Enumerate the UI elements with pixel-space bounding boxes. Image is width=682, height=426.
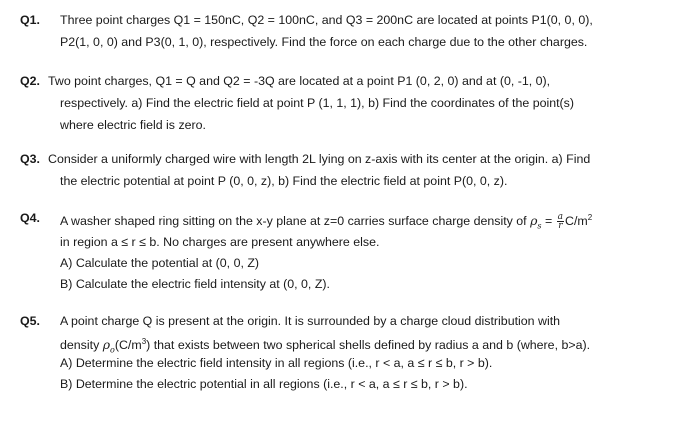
- question-text: the electric potential at point P (0, 0, z), b) Find the electric field at point P(0, 0, z).: [60, 174, 508, 188]
- question-text: in region a ≤ r ≤ b. No charges are present anywhere else.: [60, 235, 380, 249]
- question-subpart-a: A) Determine the electric field intensity in all regions (i.e., r < a, a ≤ r ≤ b, r > b).: [60, 356, 493, 370]
- question-subpart-b: B) Determine the electric potential in all regions (i.e., r < a, a ≤ r ≤ b, r > b).: [60, 377, 468, 391]
- question-text: P2(1, 0, 0) and P3(0, 1, 0), respectively. Find the force on each charge due to the other charges.: [60, 35, 588, 49]
- rho-symbol: $\rho_o$: [102, 337, 115, 355]
- question-text: A washer shaped ring sitting on the x-y plane at z=0 carries surface charge density of $\rho_s$ = $\frac{a}{r}$ $C/m^2$: [60, 212, 593, 232]
- question-number: Q2.: [20, 74, 40, 88]
- question-subpart-a: A) Calculate the potential at (0, 0, Z): [60, 256, 260, 270]
- question-text: respectively. a) Find the electric field at point P (1, 1, 1), b) Find the coordinates of the point(s): [60, 96, 575, 110]
- question-text: Consider a uniformly charged wire with length 2L lying on z-axis with its center at the origin. a) Find: [48, 152, 591, 166]
- question-text: Three point charges Q1 = 150nC, Q2 = 100nC, and Q3 = 200nC are located at points P1(0, 0, 0),: [60, 13, 593, 27]
- rho-symbol: $\rho_s$: [530, 213, 542, 231]
- question-text: A point charge Q is present at the origin. It is surrounded by a charge cloud distribution with: [60, 314, 561, 328]
- question-text: density $\rho_o(C/m^3)$ that exists between two spherical shells defined by radius a and b (where, b>a).: [60, 337, 591, 355]
- fraction: $\frac{a}{r}$: [557, 212, 564, 232]
- question-text: where electric field is zero.: [60, 118, 206, 132]
- question-number: Q1.: [20, 13, 40, 27]
- question-text: Two point charges, Q1 = Q and Q2 = -3Q are located at a point P1 (0, 2, 0) and at (0, -1, 0),: [48, 74, 551, 88]
- question-subpart-b: B) Calculate the electric field intensity at (0, 0, Z).: [60, 277, 330, 291]
- question-number: Q5.: [20, 314, 40, 328]
- question-number: Q3.: [20, 152, 40, 166]
- question-number: Q4.: [20, 211, 40, 225]
